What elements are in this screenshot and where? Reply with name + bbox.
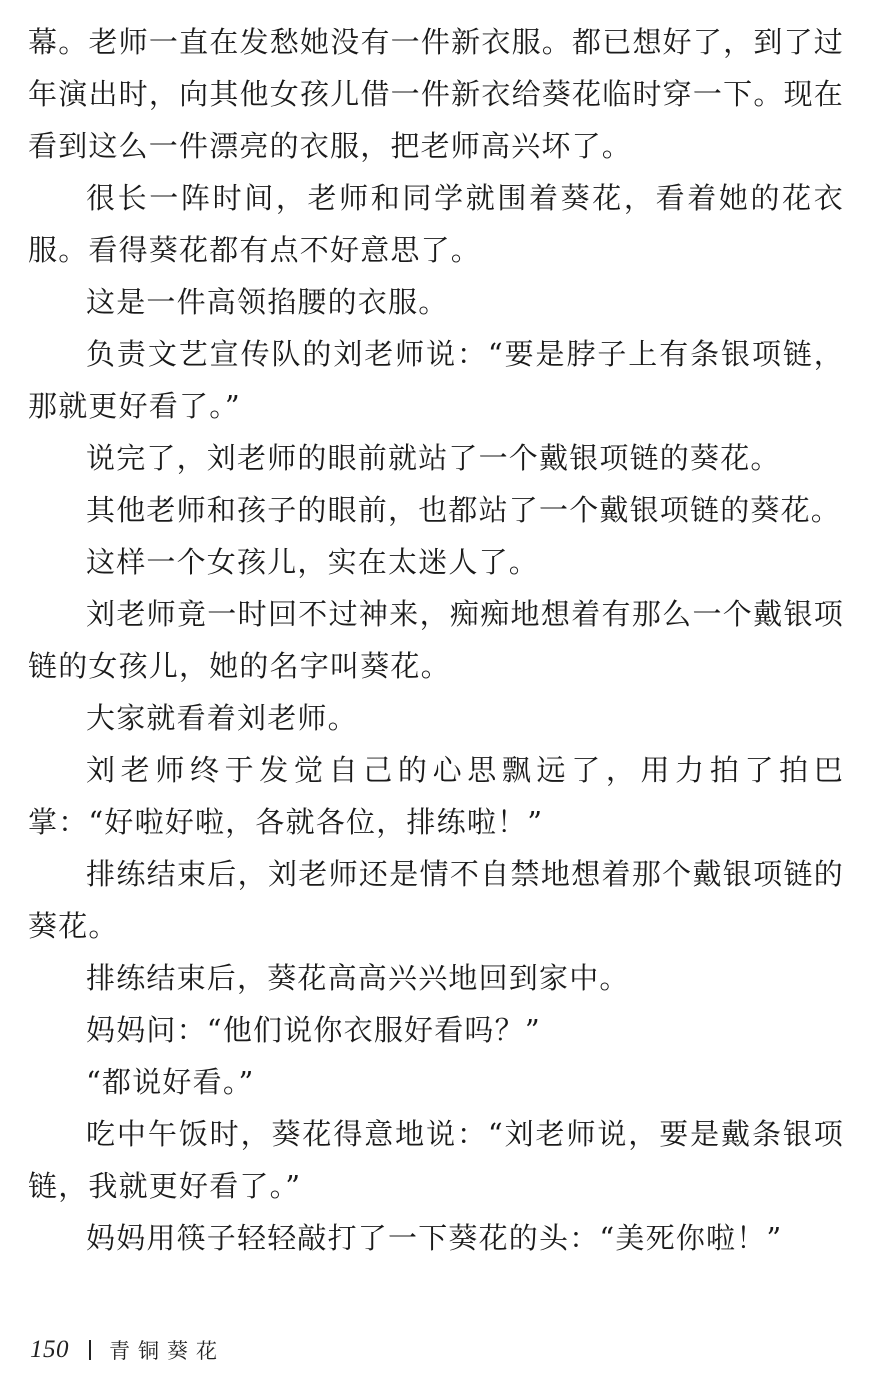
paragraph: 说完了，刘老师的眼前就站了一个戴银项链的葵花。: [86, 441, 781, 475]
page-footer: [30, 1330, 225, 1370]
paragraph: 幕。老师一直在发愁她没有一件新衣服。都已想好了，到了过年演出时，向其他女孩儿借一件新衣给葵花临时穿一下。现在看到这么一件漂亮的衣服，把老师高兴坏了。: [28, 25, 844, 163]
paragraph: 妈妈问：“他们说你衣服好看吗？”: [86, 1013, 541, 1047]
paragraph: 这是一件高领掐腰的衣服。: [86, 285, 449, 319]
paragraph: 这样一个女孩儿，实在太迷人了。: [86, 545, 540, 579]
paragraph: 排练结束后，刘老师还是情不自禁地想着那个戴银项链的葵花。: [28, 857, 844, 943]
paragraph: 排练结束后，葵花高高兴兴地回到家中。: [86, 961, 630, 995]
paragraph: 其他老师和孩子的眼前，也都站了一个戴银项链的葵花。: [86, 493, 842, 527]
paragraph: 吃中午饭时，葵花得意地说：“刘老师说，要是戴条银项链，我就更好看了。”: [28, 1117, 844, 1203]
body-text: [28, 16, 844, 1264]
footer-divider: [89, 1340, 91, 1360]
paragraph: 刘老师终于发觉自己的心思飘远了，用力拍了拍巴掌：“好啦好啦，各就各位，排练啦！”: [28, 753, 844, 839]
paragraph: 大家就看着刘老师。: [86, 701, 358, 735]
running-book-title: 青铜葵花: [109, 1339, 225, 1363]
page-number: 150: [30, 1336, 69, 1363]
paragraph: “都说好看。”: [86, 1065, 255, 1099]
paragraph: 刘老师竟一时回不过神来，痴痴地想着有那么一个戴银项链的女孩儿，她的名字叫葵花。: [28, 597, 844, 683]
paragraph: 很长一阵时间，老师和同学就围着葵花，看着她的花衣服。看得葵花都有点不好意思了。: [28, 181, 844, 267]
paragraph: 妈妈用筷子轻轻敲打了一下葵花的头：“美死你啦！”: [86, 1221, 783, 1255]
paragraph: 负责文艺宣传队的刘老师说：“要是脖子上有条银项链，那就更好看了。”: [28, 337, 844, 423]
